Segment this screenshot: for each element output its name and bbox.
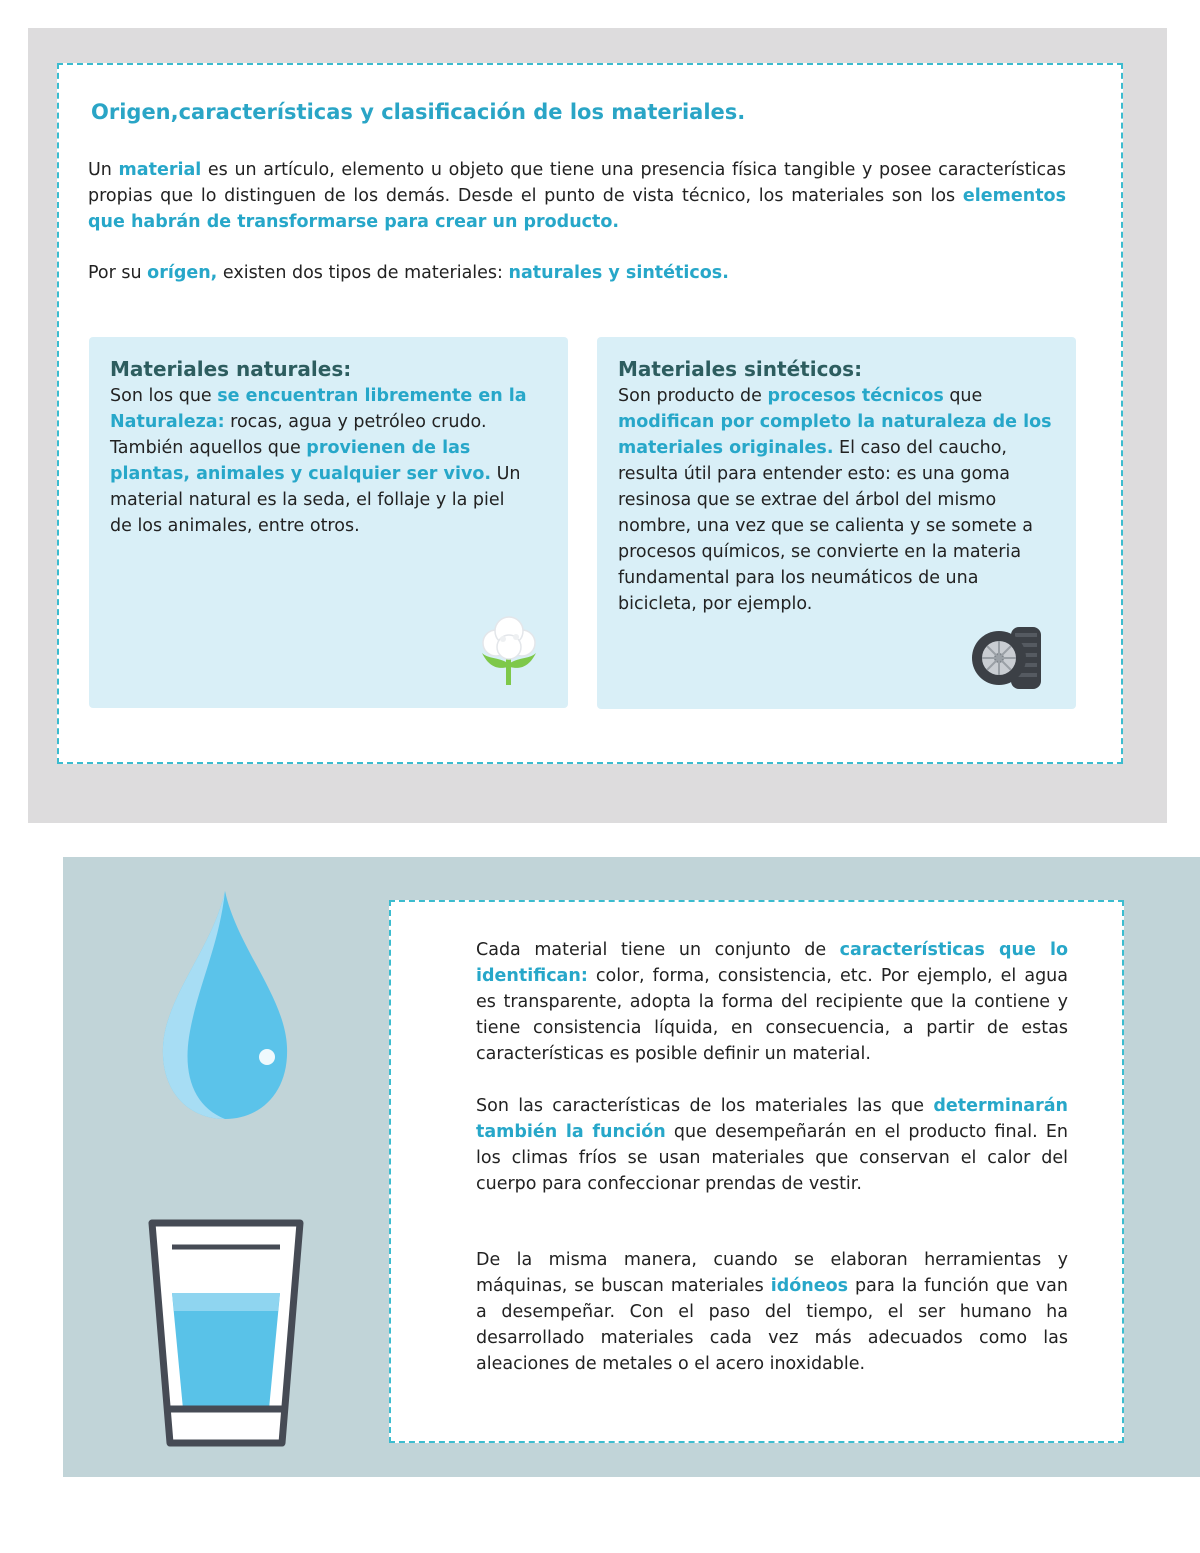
text-run: El caso del caucho, resulta útil para entender esto: es una goma resinosa que se extrae del árbol del mismo nombre, una vez que se calienta y se somete a procesos químicos, se convierte en la materia fundamental para los neumáticos de una bicicleta, por ejemplo. bbox=[618, 438, 1033, 614]
tire-icon bbox=[971, 623, 1047, 693]
highlight-origin: orígen, bbox=[147, 263, 218, 283]
water-drop-icon bbox=[155, 887, 295, 1127]
text-run: rocas, agua y petróleo crudo. También aquellos que bbox=[110, 412, 487, 458]
page-title: Origen,características y clasificación de los materiales. bbox=[91, 100, 746, 124]
text-run: Son los que bbox=[110, 386, 218, 406]
highlight-modify: modifican por completo la naturaleza de los materiales originales. bbox=[618, 412, 1052, 458]
natural-materials-title: Materiales naturales: bbox=[110, 357, 352, 381]
text-run: que bbox=[943, 386, 983, 406]
intro-paragraph bbox=[88, 157, 1066, 235]
characteristics-paragraph bbox=[476, 937, 1068, 1067]
text-run: De la misma manera, cuando se elaboran herramientas y máquinas, se buscan materiales bbox=[476, 1250, 1068, 1296]
function-paragraph bbox=[476, 1093, 1068, 1197]
highlight-function: determinarán también la función bbox=[476, 1096, 1068, 1142]
text-run: Un bbox=[88, 160, 119, 180]
text-run: Son producto de bbox=[618, 386, 768, 406]
cotton-flower-icon bbox=[472, 613, 546, 687]
natural-materials-text bbox=[110, 383, 530, 539]
text-run: para la función que van a desempeñar. Con el paso del tiempo, el ser humano ha desarrollado materiales cada vez más adecuados como las aleaciones de metales o el acero inoxidable. bbox=[476, 1276, 1068, 1374]
text-run: Por su bbox=[88, 263, 148, 283]
origin-paragraph bbox=[88, 260, 1066, 286]
synthetic-materials-text bbox=[618, 383, 1058, 617]
text-run: Un material natural es la seda, el follaje y la piel de los animales, entre otros. bbox=[110, 464, 521, 536]
highlight-types: naturales y sintéticos. bbox=[508, 263, 729, 283]
text-run: Cada material tiene un conjunto de bbox=[476, 940, 840, 960]
highlight-processes: procesos técnicos bbox=[767, 386, 944, 406]
highlight-identify: características que lo identifican: bbox=[476, 940, 1068, 986]
text-run: es un artículo, elemento u objeto que tiene una presencia física tangible y posee características propias que lo distinguen de los demás. Desde el punto de vista técnico, los materiales son los bbox=[88, 160, 1066, 206]
highlight-transform: elementos que habrán de transformarse para crear un producto. bbox=[88, 186, 1066, 232]
synthetic-materials-box bbox=[597, 337, 1076, 709]
synthetic-materials-title: Materiales sintéticos: bbox=[618, 357, 863, 381]
highlight-living: provienen de las plantas, animales y cualquier ser vivo. bbox=[110, 438, 492, 484]
text-run: color, forma, consistencia, etc. Por ejemplo, el agua es transparente, adopta la forma del recipiente que la contiene y tiene consistencia líquida, en consecuencia, a partir de estas características es posible definir un material. bbox=[476, 966, 1068, 1064]
highlight-nature: se encuentran libremente en la Naturaleza: bbox=[110, 386, 527, 432]
tools-paragraph bbox=[476, 1247, 1068, 1377]
text-run: Son las características de los materiales las que bbox=[476, 1096, 934, 1116]
natural-materials-box bbox=[89, 337, 568, 708]
highlight-suitable: idóneos bbox=[770, 1276, 849, 1296]
highlight-material: material bbox=[118, 160, 202, 180]
water-glass-icon bbox=[148, 1219, 304, 1447]
text-run: existen dos tipos de materiales: bbox=[217, 263, 509, 283]
text-run: que desempeñarán en el producto final. En los climas fríos se usan materiales que conservan el calor del cuerpo para confeccionar prendas de vestir. bbox=[476, 1122, 1069, 1194]
